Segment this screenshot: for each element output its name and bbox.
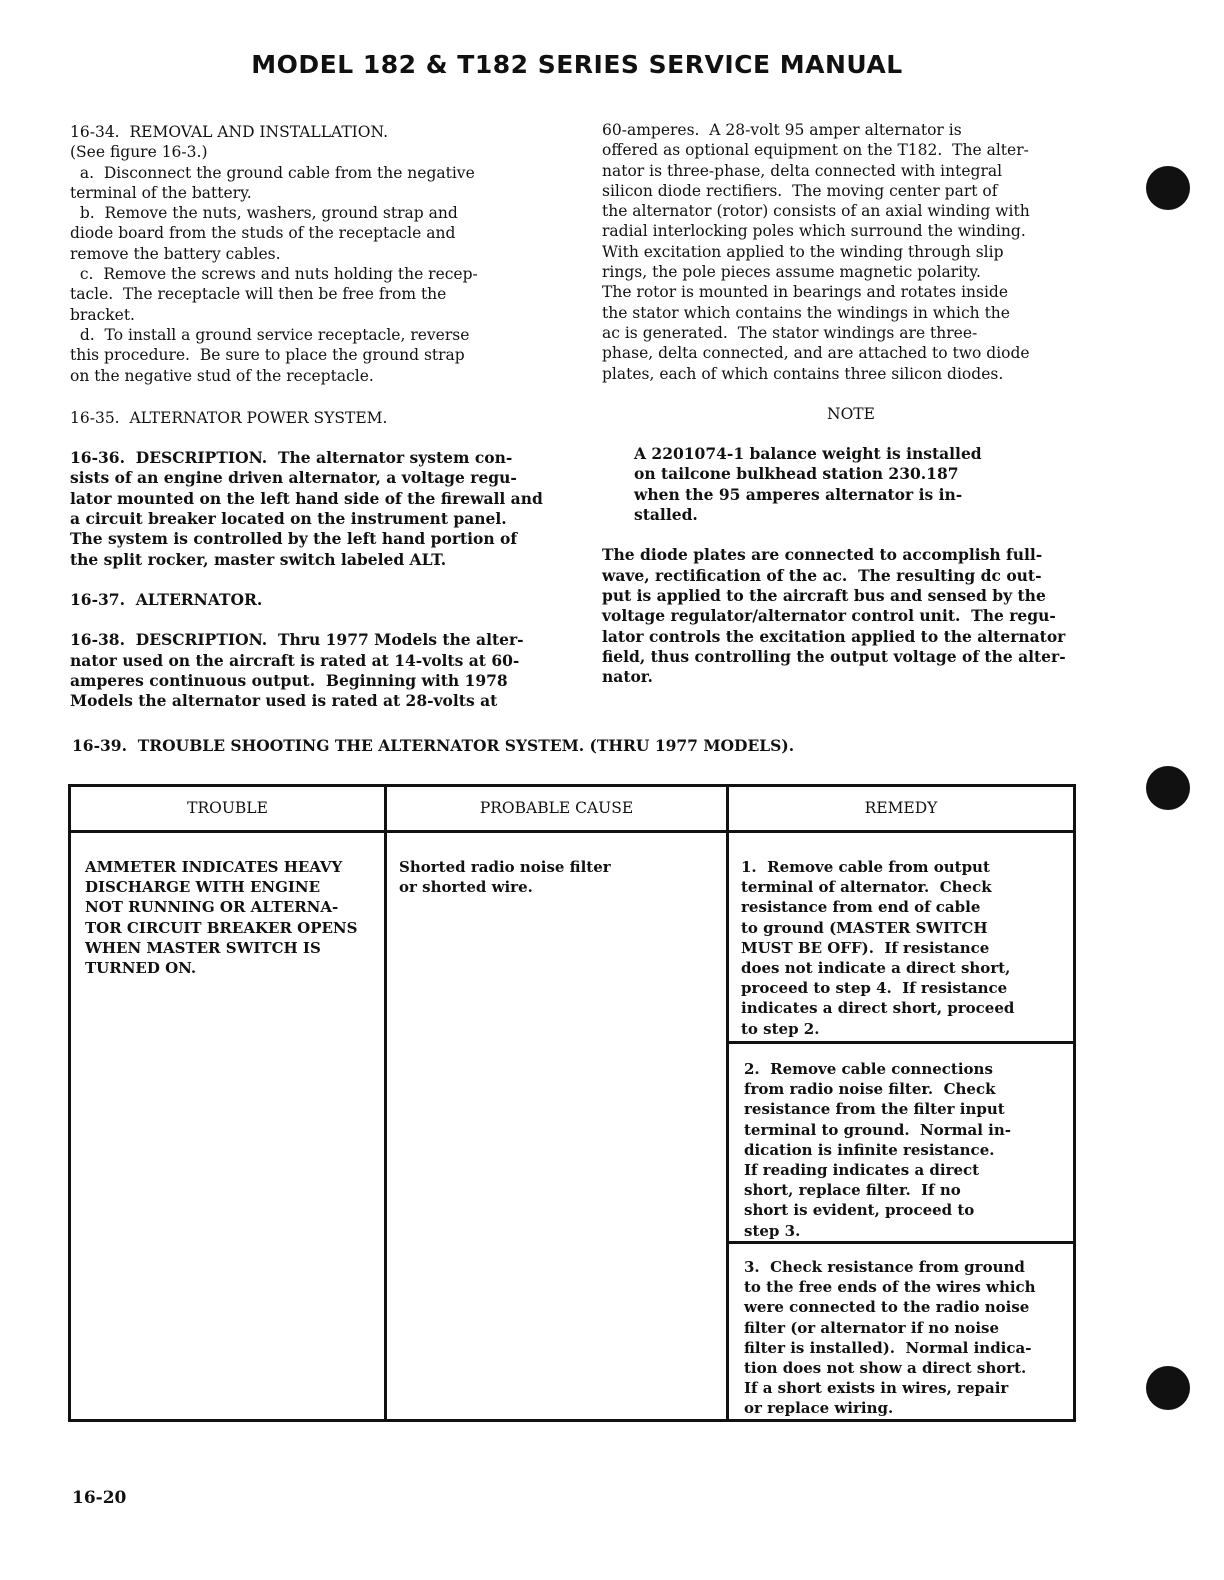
section-16-36: 16-36. DESCRIPTION. The alternator system con- sists of an engine driven alternator, a voltage regu- lator mounted on the left hand side of the firewall and a circuit breaker located on the instrument panel. The system is controlled by the left hand portion of the split rocker, master switch labeled ALT. <box>70 448 543 569</box>
remedy-step-2: 2. Remove cable connections from radio noise filter. Check resistance from the filter input terminal to ground. Normal in- dication is infinite resistance. If reading indicates a direct short, replace filter. If no short is evident, proceed to step 3. <box>744 1060 1011 1240</box>
column-divider <box>726 787 729 1419</box>
section-16-38: 16-38. DESCRIPTION. Thru 1977 Models the alter- nator used on the aircraft is rated at 14-volts at 60- amperes continuous output. Beginning with 1978 Models the alternator used is rated at 28-volts at <box>70 630 524 711</box>
column-divider <box>384 787 387 1419</box>
note-text: A 2201074-1 balance weight is installed on tailcone bulkhead station 230.187 when the 95 amperes alternator is in- stalled. <box>634 444 982 525</box>
remedy-step-3: 3. Check resistance from ground to the free ends of the wires which were connected to the radio noise filter (or alternator if no noise filter is installed). Normal indica- tion does not show a direct short. If a short exists in wires, repair or replace wiring. <box>744 1258 1036 1418</box>
page-number: 16-20 <box>72 1488 127 1508</box>
column-header-probable-cause: PROBABLE CAUSE <box>479 799 634 817</box>
page-header: MODEL 182 & T182 SERIES SERVICE MANUAL <box>251 50 903 79</box>
left-column <box>70 122 565 711</box>
section-16-37-heading: 16-37. ALTERNATOR. <box>70 589 263 609</box>
diode-plates-paragraph: The diode plates are connected to accomplish full- wave, rectification of the ac. The resulting dc out- put is applied to the aircraft bus and sensed by the voltage regulator/alternator control unit. The regu- lator controls the excitation applied to the alternator field, thus controlling the output voltage of the alter- nator. <box>602 545 1066 687</box>
right-column <box>602 120 1100 687</box>
alternator-description-continued: 60-amperes. A 28-volt 95 amper alternator is offered as optional equipment on the T182. The alter- nator is three-phase, delta connected with integral silicon diode rectifiers. The moving center part of the alternator (rotor) consists of an axial winding with radial interlocking poles which surround the winding. With excitation applied to the winding through slip rings, the pole pieces assume magnetic polarity. The rotor is mounted in bearings and rotates inside the stator which contains the windings in which the ac is generated. The stator windings are three- phase, delta connected, and are attached to two diode plates, each of which contains three silicon diodes. <box>602 121 1030 383</box>
note-title: NOTE <box>827 404 875 423</box>
binder-hole-mark <box>1146 1366 1190 1410</box>
troubleshooting-table <box>68 784 1076 1422</box>
remedy-divider <box>726 1041 1073 1044</box>
remedy-step-1: 1. Remove cable from output terminal of alternator. Check resistance from end of cable to ground (MASTER SWITCH MUST BE OFF). If resistance does not indicate a direct short, proceed to step 4. If resistance indicates a direct short, proceed to step 2. <box>741 858 1015 1038</box>
binder-hole-mark <box>1146 766 1190 810</box>
probable-cause-cell: Shorted radio noise filter or shorted wire. <box>399 858 611 897</box>
section-16-34: 16-34. REMOVAL AND INSTALLATION. (See figure 16-3.) a. Disconnect the ground cable from the negative terminal of the battery. b. Remove the nuts, washers, ground strap and diode board from the studs of the receptacle and remove the battery cables. c. Remove the screws and nuts holding the recep- tacle. The receptacle will then be free from the bracket. d. To install a ground service receptacle, reverse this procedure. Be sure to place the ground strap on the negative stud of the receptacle. <box>70 123 478 385</box>
column-header-trouble: TROUBLE <box>187 799 268 817</box>
troubleshooting-heading: 16-39. TROUBLE SHOOTING THE ALTERNATOR SYSTEM. (THRU 1977 MODELS). <box>72 736 795 755</box>
section-16-35-heading: 16-35. ALTERNATOR POWER SYSTEM. <box>70 408 388 427</box>
binder-hole-mark <box>1146 166 1190 210</box>
column-header-remedy: REMEDY <box>864 799 938 817</box>
remedy-divider <box>726 1241 1073 1244</box>
trouble-cell: AMMETER INDICATES HEAVY DISCHARGE WITH ENGINE NOT RUNNING OR ALTERNA- TOR CIRCUIT BREAKER OPENS WHEN MASTER SWITCH IS TURNED ON. <box>85 858 358 978</box>
header-divider <box>71 830 1073 833</box>
